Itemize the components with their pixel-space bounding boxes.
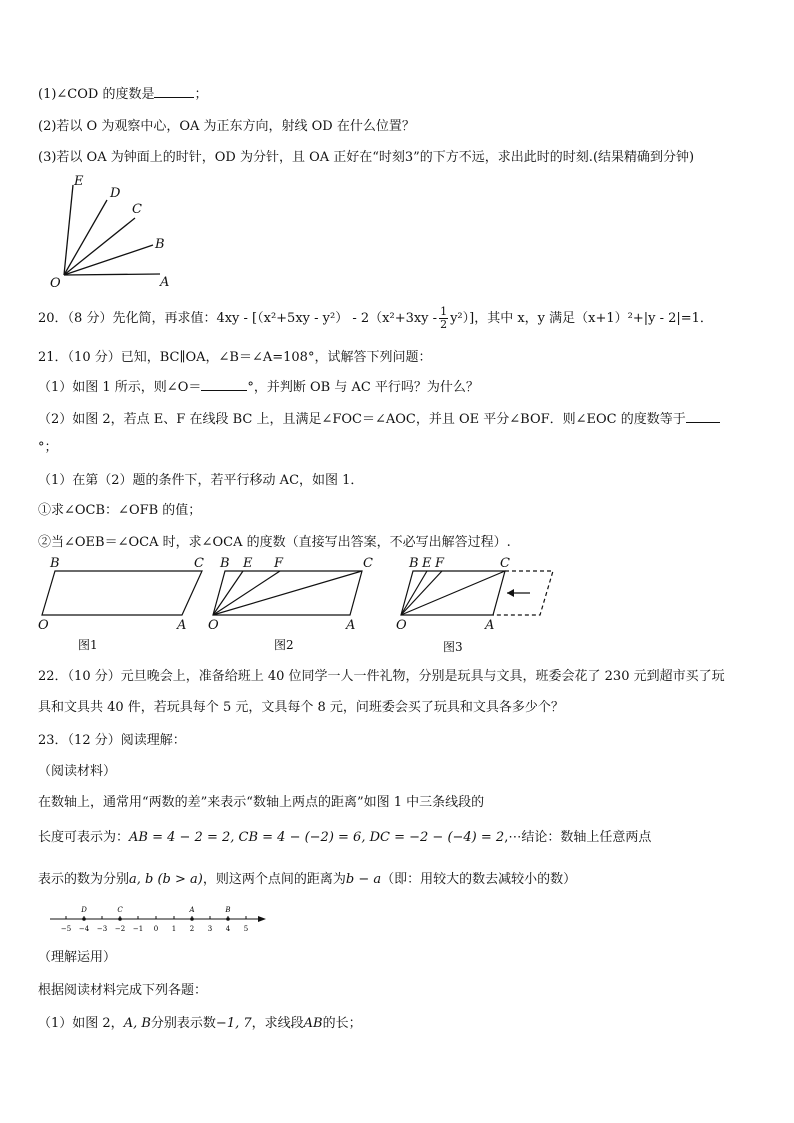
answer-blank: [201, 376, 247, 391]
math-values: −1, 7: [215, 1016, 252, 1031]
number-line-tick-label: 3: [207, 925, 213, 933]
label-A: A: [160, 275, 170, 290]
label-B: B: [155, 237, 165, 252]
distance-formulas: AB = 4 − 2 = 2, CB = 4 − (−2) = 6, DC = −2 − (−4) = 2: [129, 830, 505, 845]
fig3-label-O: O: [396, 618, 407, 633]
q21-part3b: ②当∠OEB＝∠OCA 时，求∠OCA 的度数（直接写出答案，不必写出解答过程）.: [38, 535, 511, 550]
math-a-b: a, b (b > a): [129, 872, 203, 887]
q23-intro: 23．（12 分）阅读理解：: [38, 733, 186, 748]
number-line-point-label: B: [225, 906, 231, 914]
fig2-label-C: C: [363, 556, 373, 571]
q21-part1: [38, 376, 479, 395]
q23-apply-heading: （理解运用）: [38, 950, 117, 965]
q19-part1: [38, 83, 207, 102]
answer-blank: [686, 408, 720, 423]
q19-part1-suffix: ；: [194, 87, 208, 102]
fig1-caption: 图1: [78, 638, 98, 652]
fig2-label-B: B: [220, 556, 230, 571]
number-line-tick-label: −2: [114, 925, 126, 933]
fig1-label-O: O: [38, 618, 49, 633]
q21-part2-suffix: °；: [38, 440, 58, 455]
fig3-label-A: A: [485, 618, 495, 633]
fig1-label-A: A: [177, 618, 187, 633]
math-b-minus-a: b − a: [345, 872, 382, 887]
number-line-point-label: D: [81, 906, 87, 914]
fig2-label-F: F: [274, 556, 284, 571]
q21-part2-text: （2）如图 2，若点 E、F 在线段 BC 上，且满足∠FOC＝∠AOC，并且 OE 平分∠BOF．则∠EOC 的度数等于: [38, 412, 686, 427]
q23-material-line3: [38, 868, 576, 887]
label-O: O: [50, 276, 61, 291]
q19-part1-text: (1)∠COD 的度数是: [38, 87, 155, 102]
q23-material-line1: 在数轴上，通常用“两数的差”来表示“数轴上两点的距离”如图 1 中三条线段的: [38, 795, 485, 810]
fig3-label-C: C: [500, 556, 510, 571]
fig3-label-F: F: [435, 556, 445, 571]
number-line-point-label: C: [117, 906, 123, 914]
apply-p1-mid2: ，求线段: [251, 1016, 304, 1031]
number-line-tick-label: −5: [60, 925, 72, 933]
label-C: C: [132, 202, 142, 217]
fig1-label-C: C: [194, 556, 204, 571]
number-line-tick-label: 1: [171, 925, 177, 933]
q23-apply-part1: [38, 1012, 362, 1031]
fraction-numerator: 1: [440, 305, 448, 318]
number-line-tick-label: −1: [132, 925, 144, 933]
number-line-point: [190, 917, 194, 921]
q21-part3: （1）在第（2）题的条件下，若平行移动 AC，如图 1．: [38, 473, 364, 488]
fig2-label-O: O: [208, 618, 219, 633]
number-line-tick-label: 5: [243, 925, 249, 933]
number-line-point: [118, 917, 122, 921]
q23-apply-intro: 根据阅读材料完成下列各题：: [38, 983, 208, 998]
q22-line1: 22．（10 分）元旦晚会上，准备给班上 40 位同学一人一件礼物，分别是玩具与文具，班委会花了 230 元到超市买了玩: [38, 669, 725, 684]
apply-p1-mid: 分别表示数: [150, 1016, 216, 1031]
q21-intro: 21．（10 分）已知，BC∥OA，∠B＝∠A=108°，试解答下列问题：: [38, 350, 432, 365]
q20-prefix: 20．（8 分）先化简，再求值：4xy - [（x²+5xy - y²） - 2（x²+3xy -: [38, 311, 438, 326]
answer-blank: [154, 83, 194, 98]
number-line-point: [226, 917, 230, 921]
fig3-label-E: E: [422, 556, 432, 571]
fraction-half: [439, 306, 448, 331]
number-line-tick-label: 4: [225, 925, 231, 933]
math-AB: AB: [303, 1016, 323, 1031]
q19-angle-figure: [40, 170, 200, 295]
number-line-figure: [48, 900, 270, 938]
q20-suffix: y²）]，其中 x，y 满足（x+1）²+|y - 2|=1．: [450, 311, 713, 326]
label-D: D: [110, 186, 121, 201]
material-line3-mid: ，则这两个点间的距离为: [202, 872, 346, 887]
fig1-label-B: B: [50, 556, 60, 571]
material-line3-suffix: （即：用较大的数去减较小的数）: [381, 872, 577, 887]
fig3-caption: 图3: [443, 640, 463, 654]
q19-part3: (3)若以 OA 为钟面上的时针，OD 为分针，且 OA 正好在“时刻3”的下方不远，求出此时的时刻.(结果精确到分钟): [38, 150, 695, 165]
q23-material-heading: （阅读材料）: [38, 764, 117, 779]
number-line-arrow: [258, 916, 266, 922]
number-line-tick-label: −3: [96, 925, 108, 933]
apply-p1-prefix: （1）如图 2，: [38, 1016, 124, 1031]
number-line-tick-label: 2: [189, 925, 195, 933]
q22-line2: 具和文具共 40 件，若玩具每个 5 元，文具每个 8 元，问班委会买了玩具和文具各多少个？: [38, 700, 564, 715]
math-A-B: A, B: [123, 1016, 151, 1031]
fig3-label-B: B: [409, 556, 419, 571]
q20: [38, 306, 713, 331]
q23-material-line2: [38, 826, 651, 845]
apply-p1-suffix: 的长；: [322, 1016, 362, 1031]
number-line-point-label: A: [189, 906, 195, 914]
q21-part2: [38, 408, 720, 427]
label-E: E: [74, 174, 84, 189]
number-line-point: [82, 917, 86, 921]
material-line3-prefix: 表示的数为分别: [38, 872, 130, 887]
q19-part2: (2)若以 O 为观察中心，OA 为正东方向，射线 OD 在什么位置？: [38, 119, 415, 134]
fraction-denominator: 2: [440, 318, 448, 331]
fig2-caption: 图2: [274, 638, 294, 652]
number-line-tick-label: 0: [153, 925, 159, 933]
q21-part1-text: （1）如图 1 所示，则∠O＝: [38, 380, 202, 395]
fig2-label-A: A: [346, 618, 356, 633]
number-line-tick-label: −4: [78, 925, 90, 933]
material-line2-suffix: ,⋯结论：数轴上任意两点: [504, 830, 652, 845]
q21-part3a: ①求∠OCB：∠OFB 的值；: [38, 503, 202, 518]
material-line2-prefix: 长度可表示为：: [38, 830, 130, 845]
q21-part1-suffix: °，并判断 OB 与 AC 平行吗？为什么？: [247, 380, 479, 395]
q21-figures: [30, 555, 570, 655]
fig2-label-E: E: [243, 556, 253, 571]
